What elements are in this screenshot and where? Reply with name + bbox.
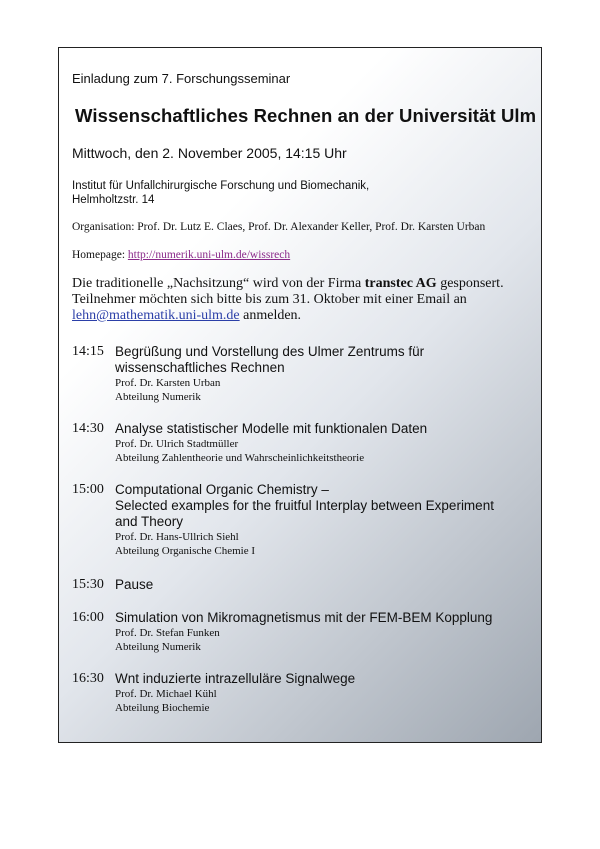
registration-email-link[interactable]: lehn@mathematik.uni-ulm.de (72, 308, 240, 323)
program-title-line: Simulation von Mikromagnetismus mit der FEM-BEM Kopplung (115, 610, 493, 625)
speaker-name: Prof. Dr. Karsten Urban (115, 377, 221, 389)
program-title (115, 421, 535, 437)
seminar-title: Wissenschaftliches Rechnen an der Universität Ulm (75, 105, 537, 126)
sponsor-paragraph (72, 276, 532, 324)
speaker-department: Abteilung Organische Chemie I (115, 545, 256, 557)
program-title (115, 577, 535, 593)
sponsor-text-1: Die traditionelle „Nachsitzung“ wird von der Firma (72, 276, 365, 291)
program-title-line: Pause (115, 577, 154, 592)
program-title (115, 344, 535, 376)
homepage-line (72, 249, 290, 261)
program-time: 14:15 (72, 344, 104, 359)
homepage-label: Homepage: (72, 249, 126, 261)
program-time: 15:00 (72, 482, 104, 497)
sponsor-text-2: gesponsert. (436, 276, 504, 291)
speaker-department: Abteilung Biochemie (115, 702, 210, 714)
program-title-line: Wnt induzierte intrazelluläre Signalwege (115, 671, 356, 686)
homepage-link[interactable]: http://numerik.uni-ulm.de/wissrech (127, 249, 291, 261)
program-title-line: Selected examples for the fruitful Interplay between Experiment (115, 498, 494, 513)
registration-text: Teilnehmer möchten sich bitte bis zum 31. Oktober mit einer Email an (72, 292, 467, 307)
program-title (115, 671, 535, 687)
program-speaker (115, 530, 535, 558)
speaker-department: Abteilung Zahlentheorie und Wahrscheinlichkeitstheorie (115, 452, 365, 464)
organisation-line (72, 221, 485, 233)
program-speaker (115, 687, 535, 715)
venue-line-1: Institut für Unfallchirurgische Forschung und Biomechanik, (72, 180, 370, 192)
program-title-line: Begrüßung und Vorstellung des Ulmer Zentrums für (115, 344, 425, 359)
registration-text-end: anmelden. (239, 308, 302, 323)
speaker-name: Prof. Dr. Hans-Ullrich Siehl (115, 531, 239, 543)
program-speaker (115, 376, 535, 404)
speaker-name: Prof. Dr. Stefan Funken (115, 627, 220, 639)
sponsor-company: transtec AG (364, 276, 437, 291)
speaker-department: Abteilung Numerik (115, 391, 201, 403)
organisation-label: Organisation: (72, 221, 135, 233)
program-title-line: Analyse statistischer Modelle mit funktionalen Daten (115, 421, 428, 436)
speaker-department: Abteilung Numerik (115, 641, 201, 653)
program-speaker (115, 437, 535, 465)
invitation-line: Einladung zum 7. Forschungsseminar (72, 71, 291, 86)
organisation-names: Prof. Dr. Lutz E. Claes, Prof. Dr. Alexander Keller, Prof. Dr. Karsten Urban (137, 221, 486, 233)
speaker-name: Prof. Dr. Ulrich Stadtmüller (115, 438, 239, 450)
venue-line-2: Helmholtzstr. 14 (72, 194, 155, 206)
program-time: 15:30 (72, 577, 104, 592)
program-title-line: Computational Organic Chemistry – (115, 482, 329, 497)
program-title-line: wissenschaftliches Rechnen (115, 360, 285, 375)
program-time: 14:30 (72, 421, 104, 436)
program-time: 16:30 (72, 671, 104, 686)
program-title (115, 482, 535, 530)
program-title (115, 610, 535, 626)
speaker-name: Prof. Dr. Michael Kühl (115, 688, 217, 700)
program-title-line: and Theory (115, 514, 184, 529)
venue-address (72, 179, 369, 207)
event-date: Mittwoch, den 2. November 2005, 14:15 Uhr (72, 145, 347, 161)
invitation-card (58, 47, 542, 743)
program-speaker (115, 626, 535, 654)
program-time: 16:00 (72, 610, 104, 625)
